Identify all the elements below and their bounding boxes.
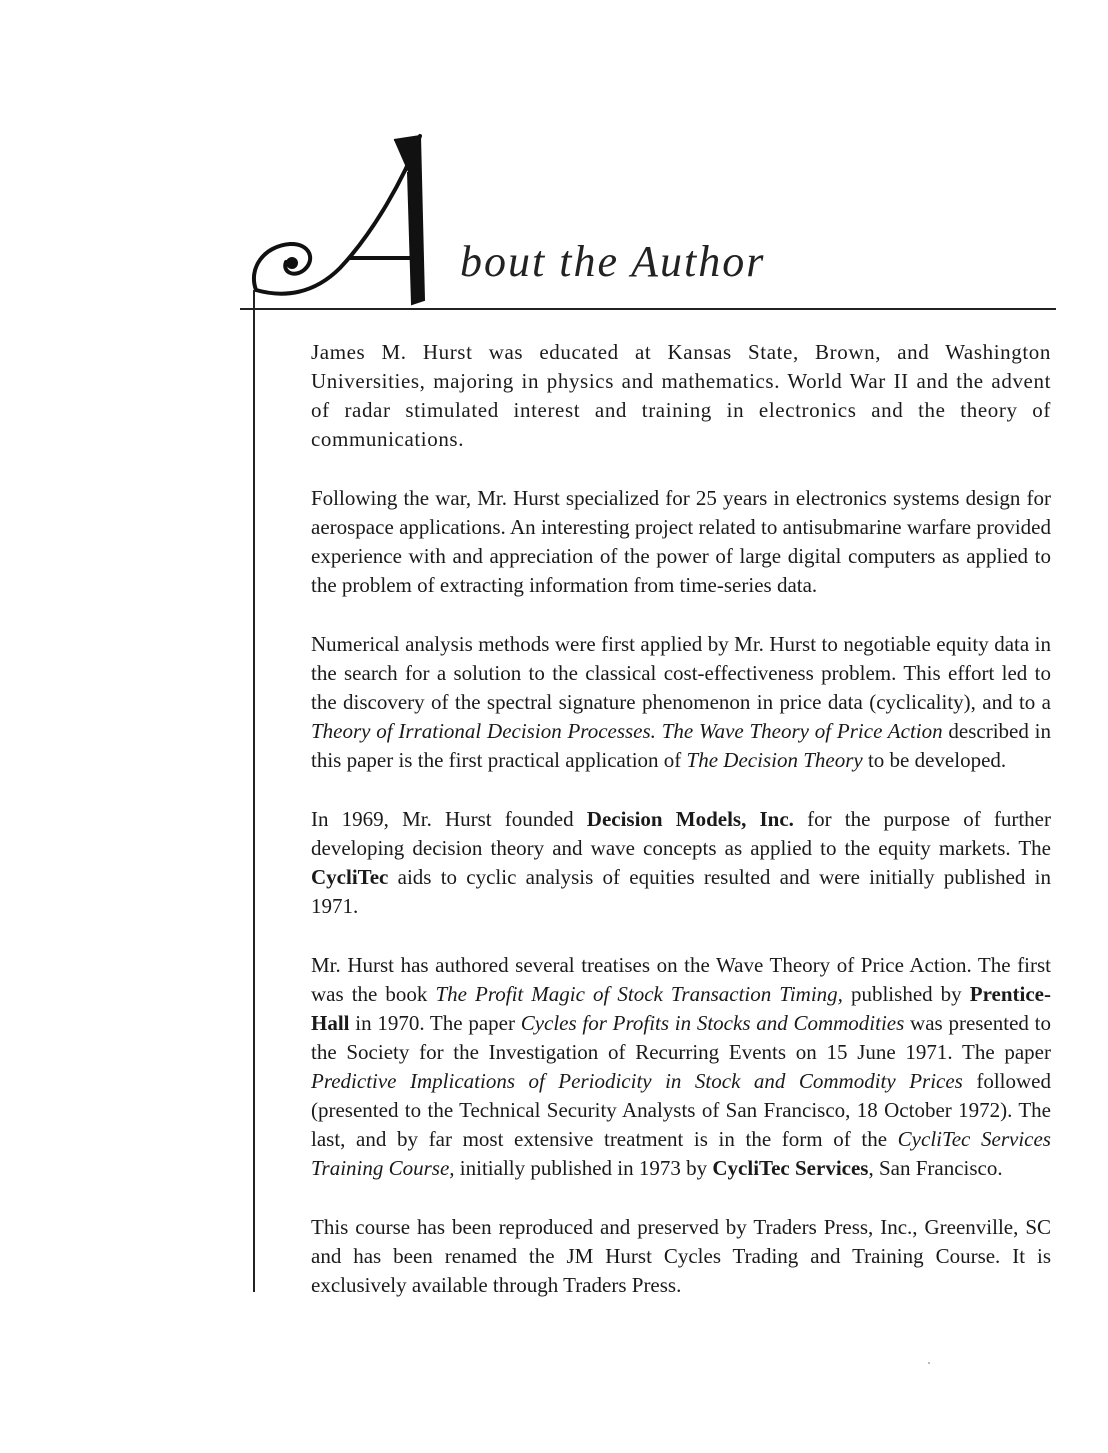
text-run: described in this paper is the first practical application of bbox=[311, 719, 1052, 772]
text-run: followed (presented to the Technical Security Analysts of San Francisco, 18 October 1972). The last, and by far most extensive treatment is in the form of the bbox=[311, 1069, 1051, 1151]
paragraph-treatises bbox=[311, 951, 1051, 1183]
italic-title: The Profit Magic of Stock Transaction Timing, bbox=[435, 982, 843, 1006]
text-run: for the purpose of further developing decision theory and wave concepts as applied to the equity markets. The bbox=[311, 807, 1051, 860]
paragraph-traders-press: This course has been reproduced and preserved by Traders Press, Inc., Greenville, SC and has been renamed the JM Hurst Cycles Trading and Training Course. It is exclusively available through Traders Press. bbox=[311, 1215, 1051, 1297]
text-run: In 1969, Mr. Hurst founded bbox=[311, 807, 587, 831]
company-name: CycliTec Services bbox=[712, 1156, 869, 1180]
title-underline-rule bbox=[240, 308, 1056, 310]
text-run: aids to cyclic analysis of equities resulted and were initially published in 1971. bbox=[311, 865, 1051, 918]
text-run: in 1970. The paper bbox=[349, 1011, 521, 1035]
flourish-swash-icon bbox=[244, 128, 444, 310]
text-run: initially published in 1973 by bbox=[454, 1156, 713, 1180]
italic-title: Theory of Irrational Decision Processes. The Wave Theory of Price Action bbox=[311, 719, 943, 743]
paragraph-numerical-analysis bbox=[311, 630, 1051, 775]
italic-title: Cycles for Profits in Stocks and Commodities bbox=[520, 1011, 905, 1035]
italic-title: CycliTec Services Training Course, bbox=[311, 1127, 1051, 1180]
text-run: Mr. Hurst has authored several treatises on the Wave Theory of Price Action. The first was the book bbox=[311, 953, 1051, 1006]
text-run: to be developed. bbox=[862, 748, 1007, 772]
page-title: bout the Author bbox=[460, 237, 766, 286]
scan-speck bbox=[928, 1362, 930, 1364]
company-name: Decision Models, Inc. bbox=[586, 807, 794, 831]
text-run: published by bbox=[842, 982, 970, 1006]
company-name: CycliTec bbox=[311, 865, 389, 889]
text-run: , San Francisco. bbox=[868, 1156, 1003, 1180]
margin-vertical-rule bbox=[253, 290, 255, 1292]
text-run: was presented to the Society for the Investigation of Recurring Events on 15 June 1971. The paper bbox=[311, 1011, 1051, 1064]
company-name: Prentice-Hall bbox=[311, 982, 1051, 1035]
italic-title: Predictive Implications of Periodicity in Stock and Commodity Prices bbox=[311, 1069, 963, 1093]
body-text bbox=[311, 338, 1051, 1330]
paragraph-education: James M. Hurst was educated at Kansas State, Brown, and Washington Universities, majoring in physics and mathematics. World War II and the advent of radar stimulated interest and training in electronics and the theory of communications. bbox=[311, 340, 1051, 451]
italic-title: The Decision Theory bbox=[686, 748, 863, 772]
paragraph-career: Following the war, Mr. Hurst specialized for 25 years in electronics systems design for aerospace applications. An interesting project related to antisubmarine warfare provided experience with and appreciation of the power of large digital computers as applied to the problem of extracting information from time-series data. bbox=[311, 486, 1051, 597]
text-run: Numerical analysis methods were first applied by Mr. Hurst to negotiable equity data in the search for a solution to the classical cost-effectiveness problem. This effort led to the discovery of the spectral signature phenomenon in price data (cyclicality), and to a bbox=[311, 632, 1051, 714]
paragraph-decision-models bbox=[311, 805, 1051, 921]
